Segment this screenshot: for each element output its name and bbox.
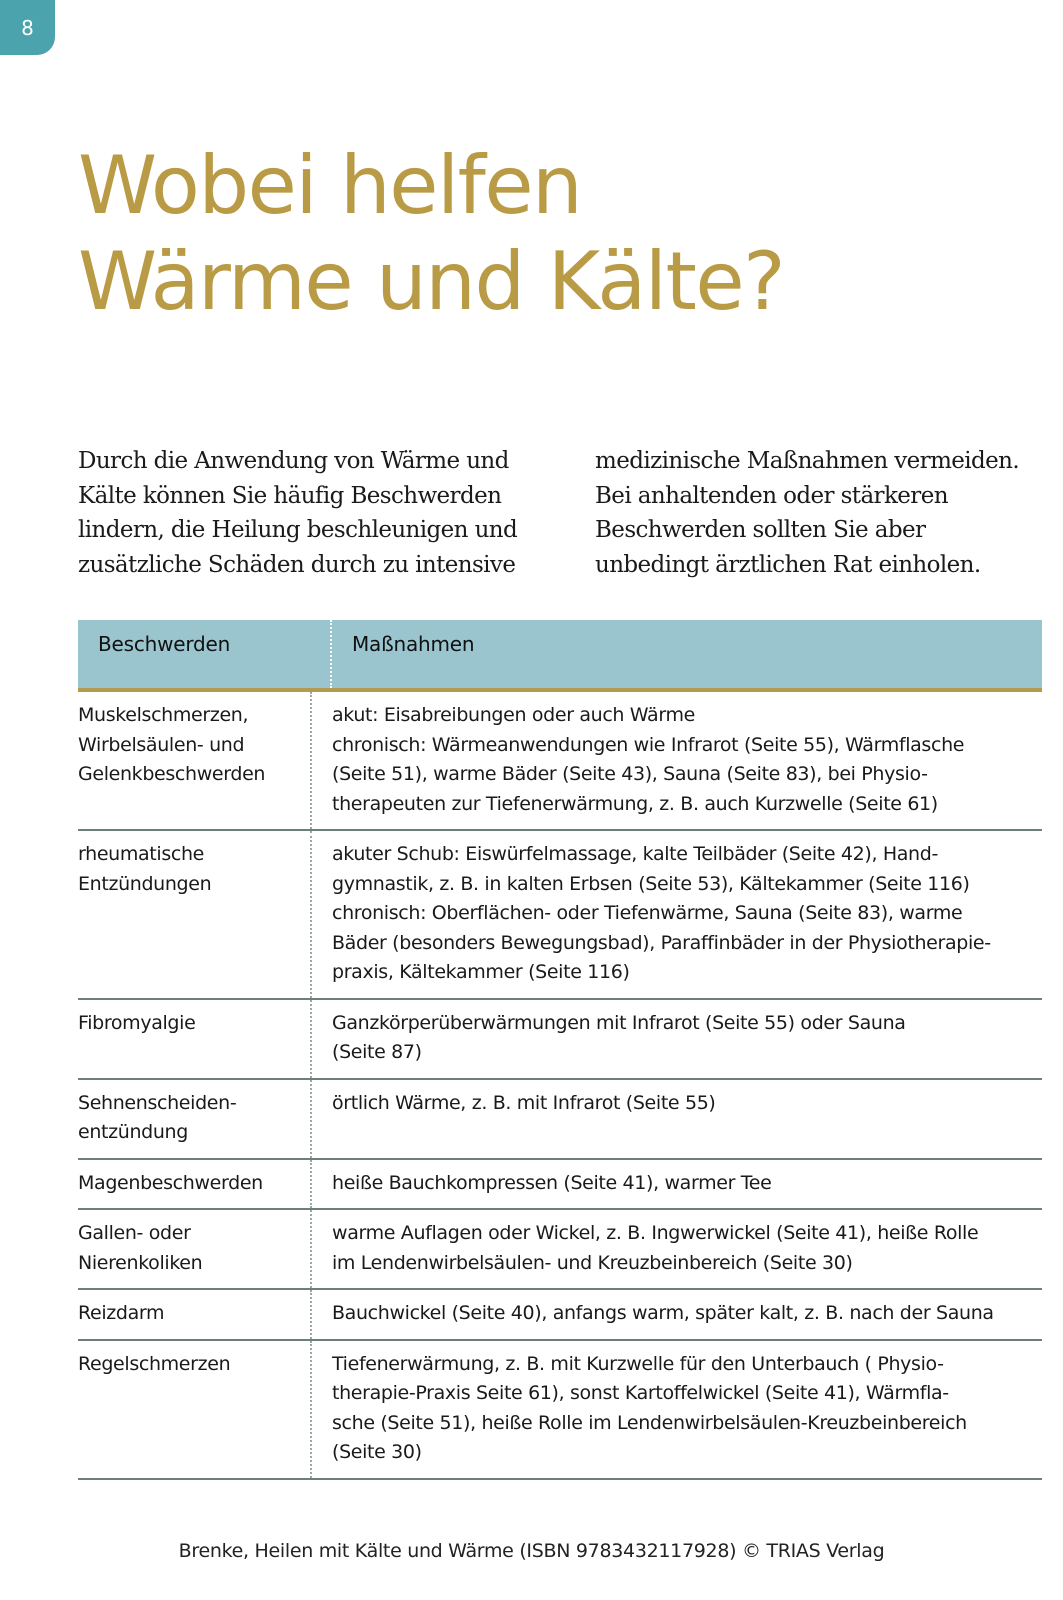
measures-line: chronisch: Wärmeanwendungen wie Infrarot (Seite 55), Wärmflasche: [332, 733, 965, 756]
complaint-line: Wirbelsäulen- und: [78, 733, 245, 756]
measures-cell: [312, 831, 1042, 998]
measures-line: akut: Eisabreibungen oder auch Wärme: [332, 704, 695, 726]
complaint-line: Regelschmerzen: [78, 1352, 231, 1375]
intro-text: [78, 444, 1038, 582]
complaint-line: rheumatische: [78, 843, 205, 865]
complaint-line: Gallen- oder: [78, 1222, 191, 1244]
measures-line: Tiefenerwärmung, z. B. mit Kurzwelle für den Unterbauch ( Physio-: [332, 1352, 944, 1375]
complaint-line: Fibromyalgie: [78, 1011, 196, 1034]
measures-line: (Seite 87): [332, 1041, 422, 1063]
complaint-line: Muskelschmerzen,: [78, 704, 249, 726]
measures-cell: [312, 1160, 1042, 1209]
measures-line: warme Auflagen oder Wickel, z. B. Ingwerwickel (Seite 41), heiße Rolle: [332, 1222, 979, 1244]
complaint-cell: [78, 1210, 312, 1288]
complaint-cell: [78, 831, 312, 998]
measures-line: (Seite 30): [332, 1441, 422, 1463]
header-measures: Maßnahmen: [352, 632, 475, 656]
header-complaints: Beschwerden: [78, 620, 332, 688]
measures-cell: [312, 1210, 1042, 1288]
measures-cell: [312, 1080, 1042, 1158]
page-number: 8: [21, 15, 34, 40]
table-row: [78, 1080, 1042, 1160]
measures-line: akuter Schub: Eiswürfelmassage, kalte Teilbäder (Seite 42), Hand-: [332, 843, 938, 865]
table-row: [78, 692, 1042, 831]
measures-line: Bäder (besonders Bewegungsbad), Paraffinbäder in der Physiotherapie-: [332, 931, 991, 954]
complaint-line: Reizdarm: [78, 1302, 165, 1324]
table-header: [78, 620, 1042, 692]
complaint-cell: [78, 692, 312, 829]
measures-line: Ganzkörperüberwärmungen mit Infrarot (Seite 55) oder Sauna: [332, 1011, 906, 1034]
table-row: [78, 1210, 1042, 1290]
copyright-footer: Brenke, Heilen mit Kälte und Wärme (ISBN 9783432117928) © TRIAS Verlag: [178, 1540, 885, 1562]
measures-cell: [312, 692, 1042, 829]
measures-line: örtlich Wärme, z. B. mit Infrarot (Seite 55): [332, 1091, 716, 1114]
measures-line: sche (Seite 51), heiße Rolle im Lendenwirbelsäulen-Kreuzbeinbereich: [332, 1411, 967, 1434]
measures-line: (Seite 51), warme Bäder (Seite 43), Sauna (Seite 83), bei Physio-: [332, 763, 928, 785]
table-row: [78, 1160, 1042, 1211]
complaint-line: Nierenkoliken: [78, 1251, 203, 1274]
complaint-line: Entzündungen: [78, 872, 212, 895]
measures-cell: [312, 1341, 1042, 1478]
table-row: [78, 1000, 1042, 1080]
measures-line: heiße Bauchkompressen (Seite 41), warmer Tee: [332, 1171, 772, 1194]
measures-line: therapeuten zur Tiefenerwärmung, z. B. auch Kurzwelle (Seite 61): [332, 792, 938, 815]
title-line-1: Wobei helfen: [78, 139, 582, 232]
measures-line: praxis, Kältekammer (Seite 116): [332, 961, 630, 983]
measures-line: chronisch: Oberflächen- oder Tiefenwärme, Sauna (Seite 83), warme: [332, 902, 963, 924]
complaint-line: Gelenkbeschwerden: [78, 763, 266, 785]
table-row: [78, 831, 1042, 1000]
complaint-cell: [78, 1080, 312, 1158]
measures-cell: [312, 1290, 1042, 1339]
intro-column-1: Durch die Anwendung von Wärme und Kälte können Sie häufig Beschwerden lindern, die Heilung beschleunigen und zusätzliche Schäden durch zu intensive: [78, 448, 518, 578]
measures-line: therapie-Praxis Seite 61), sonst Kartoffelwickel (Seite 41), Wärmfla-: [332, 1382, 949, 1404]
complaint-cell: [78, 1160, 312, 1209]
complaint-line: entzündung: [78, 1121, 188, 1143]
measures-line: im Lendenwirbelsäulen- und Kreuzbeinbereich (Seite 30): [332, 1251, 853, 1274]
measures-cell: [312, 1000, 1042, 1078]
table-row: [78, 1341, 1042, 1480]
intro-column-2: medizinische Maßnahmen vermeiden. Bei anhaltenden oder stärkeren Beschwerden sollten Sie aber unbedingt ärztlichen Rat einholen.: [595, 448, 1020, 578]
complaint-cell: [78, 1341, 312, 1478]
complaint-cell: [78, 1000, 312, 1078]
complaint-cell: [78, 1290, 312, 1339]
complaint-line: Sehnenscheiden-: [78, 1091, 237, 1114]
table-row: [78, 1290, 1042, 1341]
complaints-table: [78, 620, 1042, 1480]
page-number-badge: [0, 0, 55, 55]
title-line-2: Wärme und Kälte?: [78, 235, 785, 328]
complaint-line: Magenbeschwerden: [78, 1171, 263, 1194]
table-body: [78, 692, 1042, 1480]
page-title: [78, 138, 784, 330]
measures-line: gymnastik, z. B. in kalten Erbsen (Seite 53), Kältekammer (Seite 116): [332, 872, 970, 895]
measures-line: Bauchwickel (Seite 40), anfangs warm, später kalt, z. B. nach der Sauna: [332, 1302, 994, 1324]
